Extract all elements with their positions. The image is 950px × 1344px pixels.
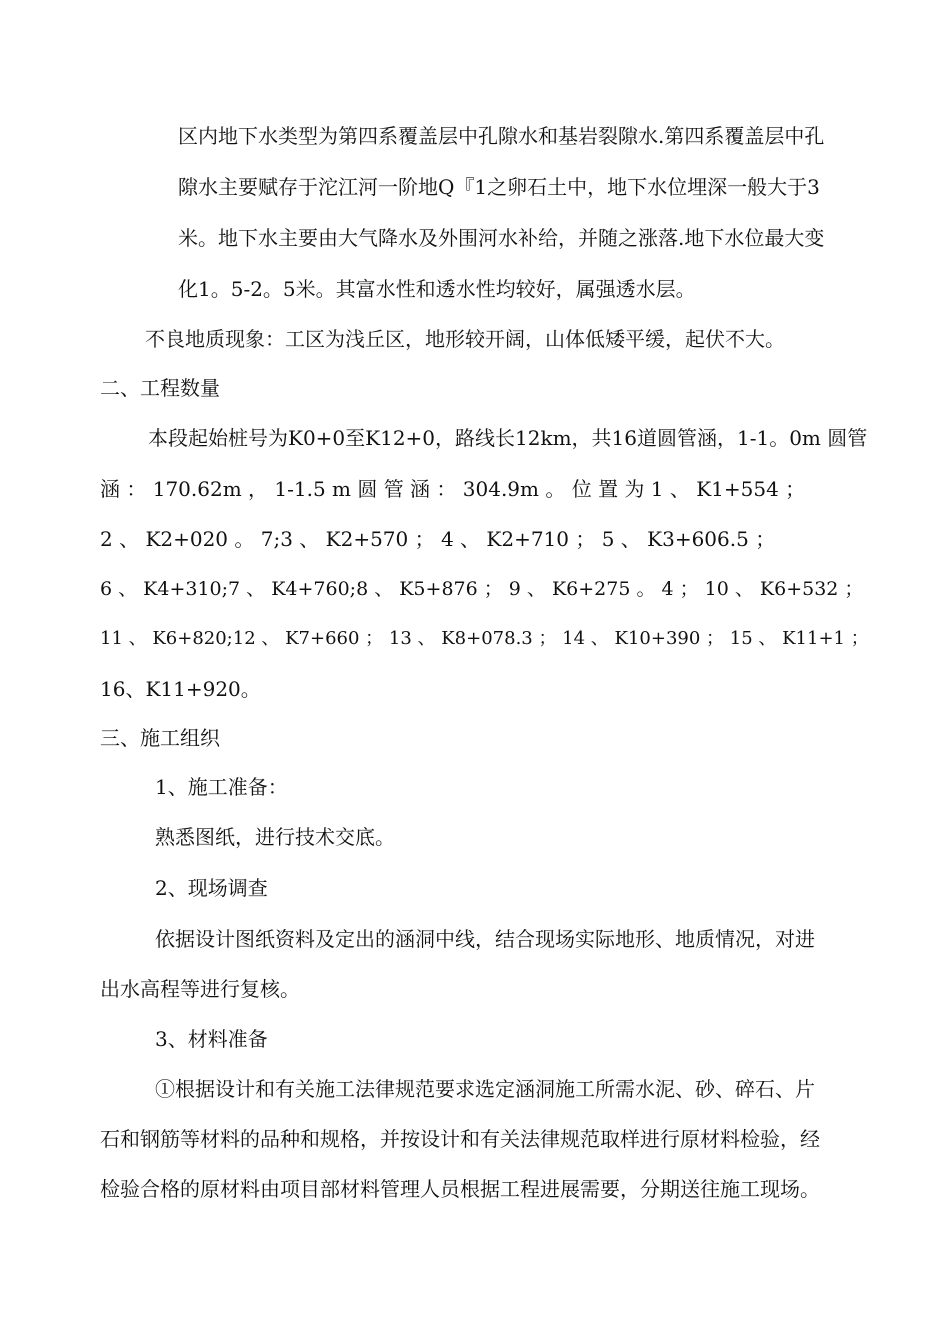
item-3-line-1: ①根据设计和有关施工法律规范要求选定涵洞施工所需水泥、砂、碎石、片: [155, 1077, 815, 1101]
quantity-line-2: 涵 ： 170.62m ， 1-1.5 m 圆 管 涵 ： 304.9m 。 位 置 为 1 、 K1+554 ；: [100, 477, 806, 501]
item-3-line-3: 检验合格的原材料由项目部材料管理人员根据工程进展需要，分期送往施工现场。: [100, 1177, 820, 1201]
hydrology-line-2: 隙水主要赋存于沱江河一阶地Q『1之卵石土中，地下水位埋深一般大于3: [178, 175, 820, 199]
quantity-line-5: 11 、 K6+820;12 、 K7+660 ； 13 、 K8+078.3 ； 14 、 K10+390 ； 15 、 K11+1 ；: [100, 628, 869, 649]
bad-geology-paragraph: 不良地质现象：工区为浅丘区，地形较开阔，山体低矮平缓，起伏不大。: [145, 327, 785, 351]
item-1-title: 1、施工准备：: [155, 775, 288, 799]
quantity-line-1: 本段起始桩号为K0+0至K12+0，路线长12km，共16道圆管涵，1-1。0m 圆管: [148, 426, 868, 450]
item-2-line-2: 出水高程等进行复核。: [100, 977, 300, 1001]
quantity-line-3: 2 、 K2+020 。 7;3 、 K2+570 ； 4 、 K2+710 ； 5 、 K3+606.5 ；: [100, 527, 776, 551]
hydrology-line-1: 区内地下水类型为第四系覆盖层中孔隙水和基岩裂隙水.第四系覆盖层中孔: [178, 124, 825, 148]
item-3-title: 3、材料准备: [155, 1027, 268, 1051]
item-2-line-1: 依据设计图纸资料及定出的涵洞中线，结合现场实际地形、地质情况，对进: [155, 927, 815, 951]
section-2-heading: 二、工程数量: [100, 376, 220, 400]
quantity-line-4: 6 、 K4+310;7 、 K4+760;8 、 K5+876 ； 9 、 K6+275 。 4 ； 10 、 K6+532 ；: [100, 578, 864, 600]
quantity-line-6: 16、K11+920。: [100, 677, 261, 701]
item-3-line-2: 石和钢筋等材料的品种和规格，并按设计和有关法律规范取样进行原材料检验，经: [100, 1127, 820, 1151]
section-3-heading: 三、施工组织: [100, 726, 220, 750]
hydrology-line-3: 米。地下水主要由大气降水及外围河水补给，并随之涨落.地下水位最大变: [178, 226, 825, 250]
item-1-text: 熟悉图纸，进行技术交底。: [155, 825, 395, 849]
item-2-title: 2、现场调查: [155, 876, 268, 900]
hydrology-line-4: 化1。5-2。5米。其富水性和透水性均较好，属强透水层。: [178, 277, 696, 301]
